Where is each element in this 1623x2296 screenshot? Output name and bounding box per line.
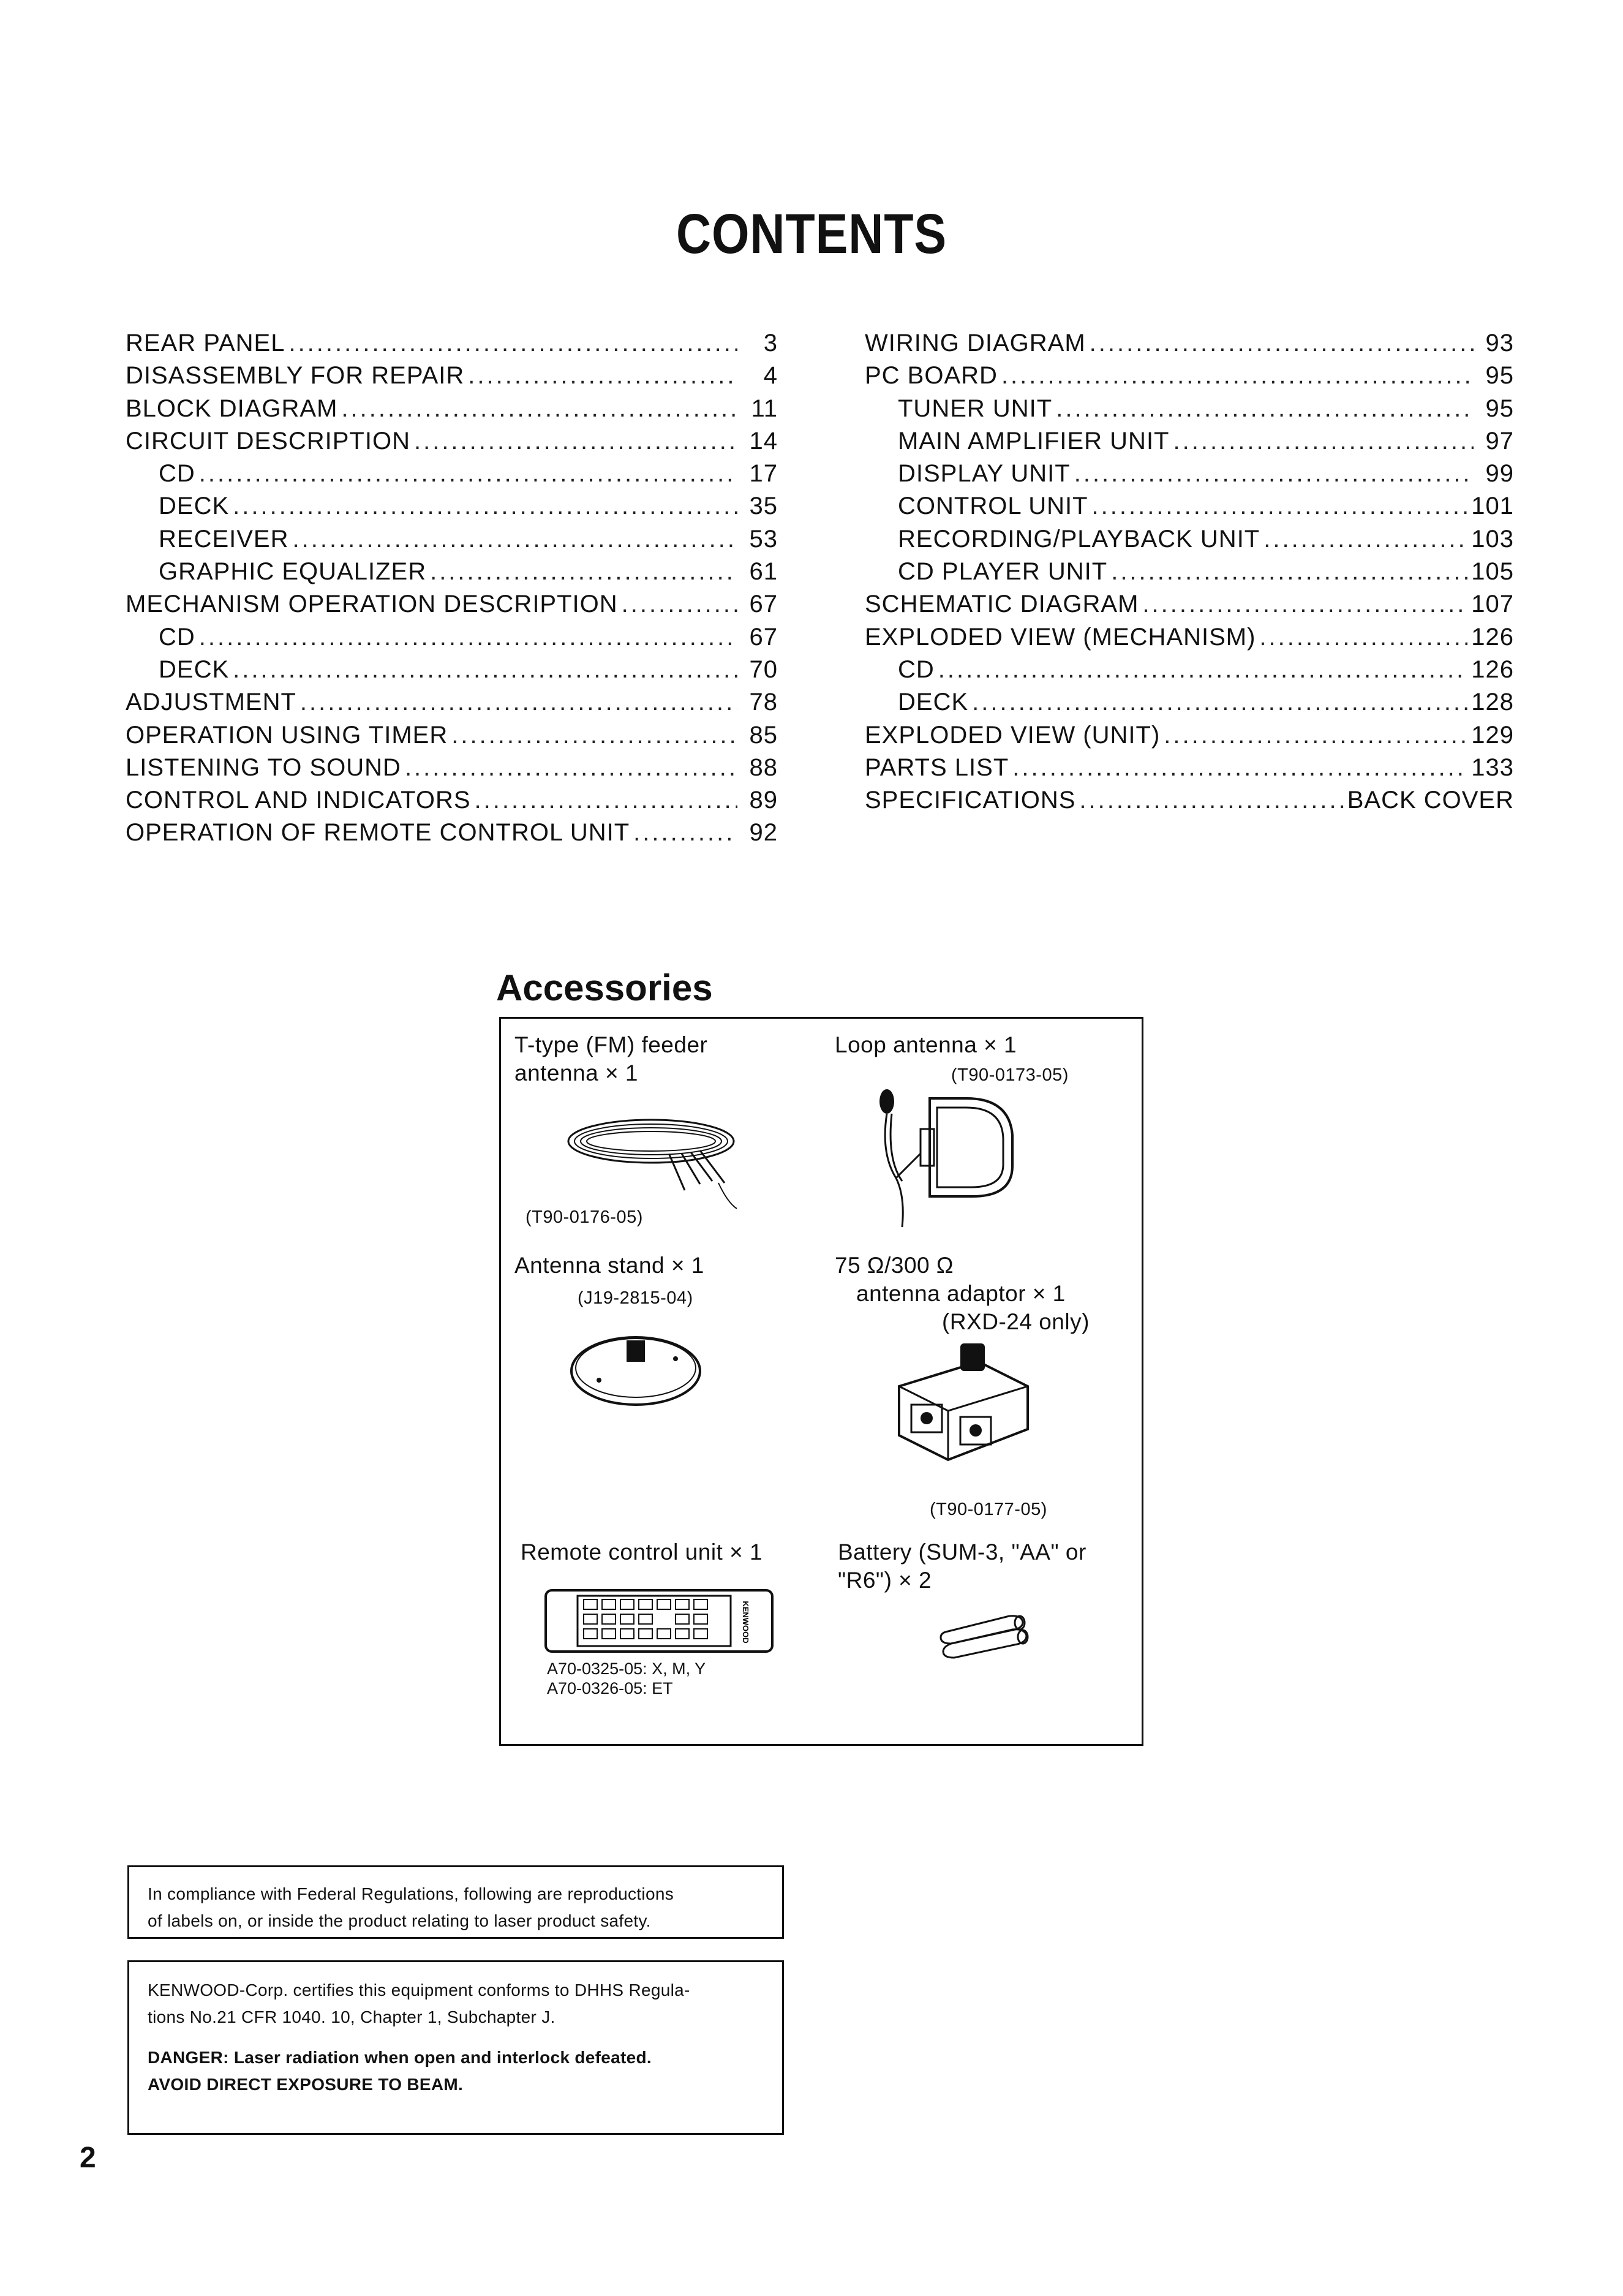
antenna-adaptor-illustration (887, 1337, 1046, 1478)
toc-leader-dots (1056, 395, 1474, 423)
toc-entry (865, 330, 1514, 362)
toc-entry-label: SCHEMATIC DIAGRAM (865, 591, 1139, 618)
toc-leader-dots (1001, 362, 1474, 390)
toc-entry-page: 4 (763, 362, 778, 390)
toc-leader-dots (1164, 722, 1467, 749)
toc-entry-page: 95 (1485, 395, 1514, 422)
toc-entry-label: LISTENING TO SOUND (126, 753, 401, 781)
toc-leader-dots (430, 558, 737, 586)
toc-entry (865, 656, 1514, 689)
toc-entry (126, 722, 778, 754)
toc-entry-label: DISPLAY UNIT (898, 460, 1071, 488)
toc-entry-label: BLOCK DIAGRAM (126, 395, 338, 422)
toc-entry-label: REAR PANEL (126, 330, 285, 357)
toc-entry (126, 656, 778, 689)
toc-leader-dots (300, 689, 737, 716)
toc-entry-label: CONTROL AND INDICATORS (126, 787, 471, 814)
toc-leader-dots (1111, 558, 1467, 586)
toc-leader-dots (233, 493, 737, 520)
toc-entry-label: OPERATION OF REMOTE CONTROL UNIT (126, 819, 630, 847)
accessories-box (499, 1017, 1143, 1746)
toc-entry-page: 11 (751, 395, 778, 422)
toc-entry-page: 88 (749, 753, 778, 781)
toc-leader-dots (468, 362, 737, 390)
toc-entry-page: 14 (749, 427, 778, 455)
fm-feeder-antenna-illustration (559, 1111, 749, 1209)
toc-entry (126, 558, 778, 591)
antenna-stand-label: Antenna stand × 1 (514, 1253, 704, 1278)
toc-entry-page: 61 (749, 558, 778, 586)
toc-entry-page: 97 (1485, 427, 1514, 455)
battery-illustration (936, 1610, 1034, 1659)
toc-entry-label: RECEIVER (159, 525, 289, 553)
fm-antenna-code: (T90-0176-05) (525, 1207, 643, 1227)
toc-entry-label: OPERATION USING TIMER (126, 721, 448, 749)
toc-entry-label: MAIN AMPLIFIER UNIT (898, 427, 1170, 455)
toc-entry (126, 460, 778, 493)
toc-entry-label: EXPLODED VIEW (UNIT) (865, 721, 1161, 749)
toc-entry-page: 78 (749, 689, 778, 716)
antenna-stand-code: (J19-2815-04) (578, 1288, 693, 1308)
beam-warning: AVOID DIRECT EXPOSURE TO BEAM. (148, 2075, 464, 2094)
toc-leader-dots (293, 526, 738, 553)
battery-label: Battery (SUM-3, "AA" or "R6") × 2 (838, 1539, 1086, 1593)
certification-notice: KENWOOD-Corp. certifies this equipment conforms to DHHS Regula- tions No.21 CFR 1040. 10, Chapter 1, Subchapter J. DANGER: Laser radiation when open and interlock defeated. AVOID DIRECT EXPOSURE TO BEAM. (127, 1960, 784, 2135)
loop-antenna-label: Loop antenna × 1 (835, 1032, 1017, 1057)
toc-entry-label: WIRING DIAGRAM (865, 330, 1086, 357)
toc-leader-dots (1090, 330, 1474, 357)
toc-leader-dots (1074, 460, 1474, 488)
toc-leader-dots (414, 428, 737, 455)
toc-entry (126, 591, 778, 623)
toc-entry (865, 558, 1514, 591)
toc-entry-page: 3 (763, 330, 778, 357)
toc-entry-page: 67 (749, 591, 778, 618)
toc-entry-page: 107 (1471, 591, 1514, 618)
toc-entry-label: DISASSEMBLY FOR REPAIR (126, 362, 465, 390)
toc-entry (865, 526, 1514, 558)
toc-entry (126, 754, 778, 787)
toc-leader-dots (972, 689, 1467, 716)
toc-entry-page: 126 (1471, 623, 1514, 651)
page-number: 2 (80, 2142, 96, 2174)
antenna-adaptor-code: (T90-0177-05) (930, 1500, 1047, 1519)
toc-entry-page: 35 (749, 493, 778, 520)
danger-warning: DANGER: Laser radiation when open and interlock defeated. (148, 2048, 652, 2067)
toc-entry-label: TUNER UNIT (898, 395, 1053, 422)
toc-entry (126, 493, 778, 525)
toc-entry-page: 67 (749, 623, 778, 651)
toc-leader-dots (451, 722, 737, 749)
toc-entry (126, 624, 778, 656)
toc-entry (126, 689, 778, 721)
toc-leader-dots (1263, 526, 1467, 553)
toc-entry-page: 93 (1485, 330, 1514, 357)
toc-entry-label: SPECIFICATIONS (865, 787, 1076, 814)
loop-antenna-illustration (868, 1074, 1028, 1252)
compliance-notice: In compliance with Federal Regulations, following are reproductions of labels on, or inside the product relating to laser product safety. (127, 1865, 784, 1939)
toc-entry (865, 689, 1514, 721)
toc-right-column (865, 330, 1514, 819)
toc-entry (865, 428, 1514, 460)
toc-leader-dots (475, 787, 737, 814)
antenna-stand-illustration (568, 1325, 709, 1417)
toc-entry-page: BACK COVER (1347, 787, 1514, 814)
toc-leader-dots (341, 395, 737, 423)
toc-entry (865, 493, 1514, 525)
toc-entry (126, 330, 778, 362)
remote-label: Remote control unit × 1 (521, 1539, 763, 1565)
toc-entry-label: DECK (898, 689, 969, 716)
toc-leader-dots (938, 656, 1467, 684)
toc-entry-page: 85 (749, 721, 778, 749)
toc-entry (126, 362, 778, 395)
toc-leader-dots (233, 656, 737, 684)
toc-entry-label: CONTROL UNIT (898, 493, 1088, 520)
toc-leader-dots (1092, 493, 1468, 520)
toc-entry-label: ADJUSTMENT (126, 689, 296, 716)
toc-entry (126, 787, 778, 819)
toc-entry-page: 128 (1471, 689, 1514, 716)
toc-entry-page: 89 (749, 787, 778, 814)
toc-entry-page: 133 (1471, 753, 1514, 781)
toc-entry-label: DECK (159, 493, 230, 520)
toc-entry-label: MECHANISM OPERATION DESCRIPTION (126, 591, 618, 618)
toc-leader-dots (199, 624, 737, 651)
toc-leader-dots (199, 460, 737, 488)
toc-entry (865, 362, 1514, 395)
remote-codes: A70-0325-05: X, M, Y A70-0326-05: ET (547, 1660, 706, 1697)
toc-entry (865, 591, 1514, 623)
toc-entry-page: 103 (1471, 525, 1514, 553)
toc-entry-page: 101 (1471, 493, 1514, 520)
toc-entry (126, 819, 778, 852)
toc-entry-label: GRAPHIC EQUALIZER (159, 558, 427, 586)
toc-entry-page: 53 (749, 525, 778, 553)
toc-entry (126, 526, 778, 558)
toc-entry-label: PC BOARD (865, 362, 998, 390)
toc-leader-dots (405, 754, 737, 782)
toc-entry-label: CD (159, 460, 195, 488)
toc-entry-page: 105 (1471, 558, 1514, 586)
toc-entry (126, 428, 778, 460)
toc-entry-page: 70 (749, 655, 778, 683)
toc-leader-dots (1079, 787, 1343, 814)
antenna-adaptor-label: 75 Ω/300 Ω antenna adaptor × 1 (RXD-24 only) (835, 1253, 1090, 1334)
toc-entry-page: 17 (749, 460, 778, 488)
toc-leader-dots (1259, 624, 1467, 651)
toc-entry (865, 754, 1514, 787)
toc-entry-page: 129 (1471, 721, 1514, 749)
toc-entry-page: 95 (1485, 362, 1514, 390)
accessories-title: Accessories (496, 967, 713, 1008)
toc-entry-label: CD (898, 655, 935, 683)
remote-brand-text: KENWOOD (741, 1601, 750, 1644)
loop-antenna-code: (T90-0173-05) (951, 1065, 1069, 1085)
toc-entry-page: 92 (749, 819, 778, 847)
toc-leader-dots (1142, 591, 1467, 618)
toc-entry (865, 460, 1514, 493)
toc-leader-dots (288, 330, 737, 357)
toc-entry-label: CIRCUIT DESCRIPTION (126, 427, 410, 455)
toc-entry (865, 722, 1514, 754)
toc-left-column (126, 330, 778, 852)
toc-leader-dots (1012, 754, 1467, 782)
toc-leader-dots (633, 819, 737, 847)
toc-entry (865, 624, 1514, 656)
toc-entry (126, 395, 778, 428)
toc-entry-label: CD (159, 623, 195, 651)
remote-control-illustration (544, 1588, 777, 1656)
toc-leader-dots (1173, 428, 1474, 455)
toc-leader-dots (622, 591, 737, 618)
toc-entry-label: CD PLAYER UNIT (898, 558, 1108, 586)
toc-entry-page: 99 (1485, 460, 1514, 488)
toc-entry (865, 395, 1514, 428)
toc-entry (865, 787, 1514, 819)
fm-antenna-label: T-type (FM) feeder antenna × 1 (514, 1032, 708, 1086)
toc-entry-label: DECK (159, 655, 230, 683)
toc-entry-page: 126 (1471, 655, 1514, 683)
toc-entry-label: PARTS LIST (865, 753, 1009, 781)
page-title: CONTENTS (676, 203, 947, 265)
toc-entry-label: EXPLODED VIEW (MECHANISM) (865, 623, 1256, 651)
toc-entry-label: RECORDING/PLAYBACK UNIT (898, 525, 1260, 553)
